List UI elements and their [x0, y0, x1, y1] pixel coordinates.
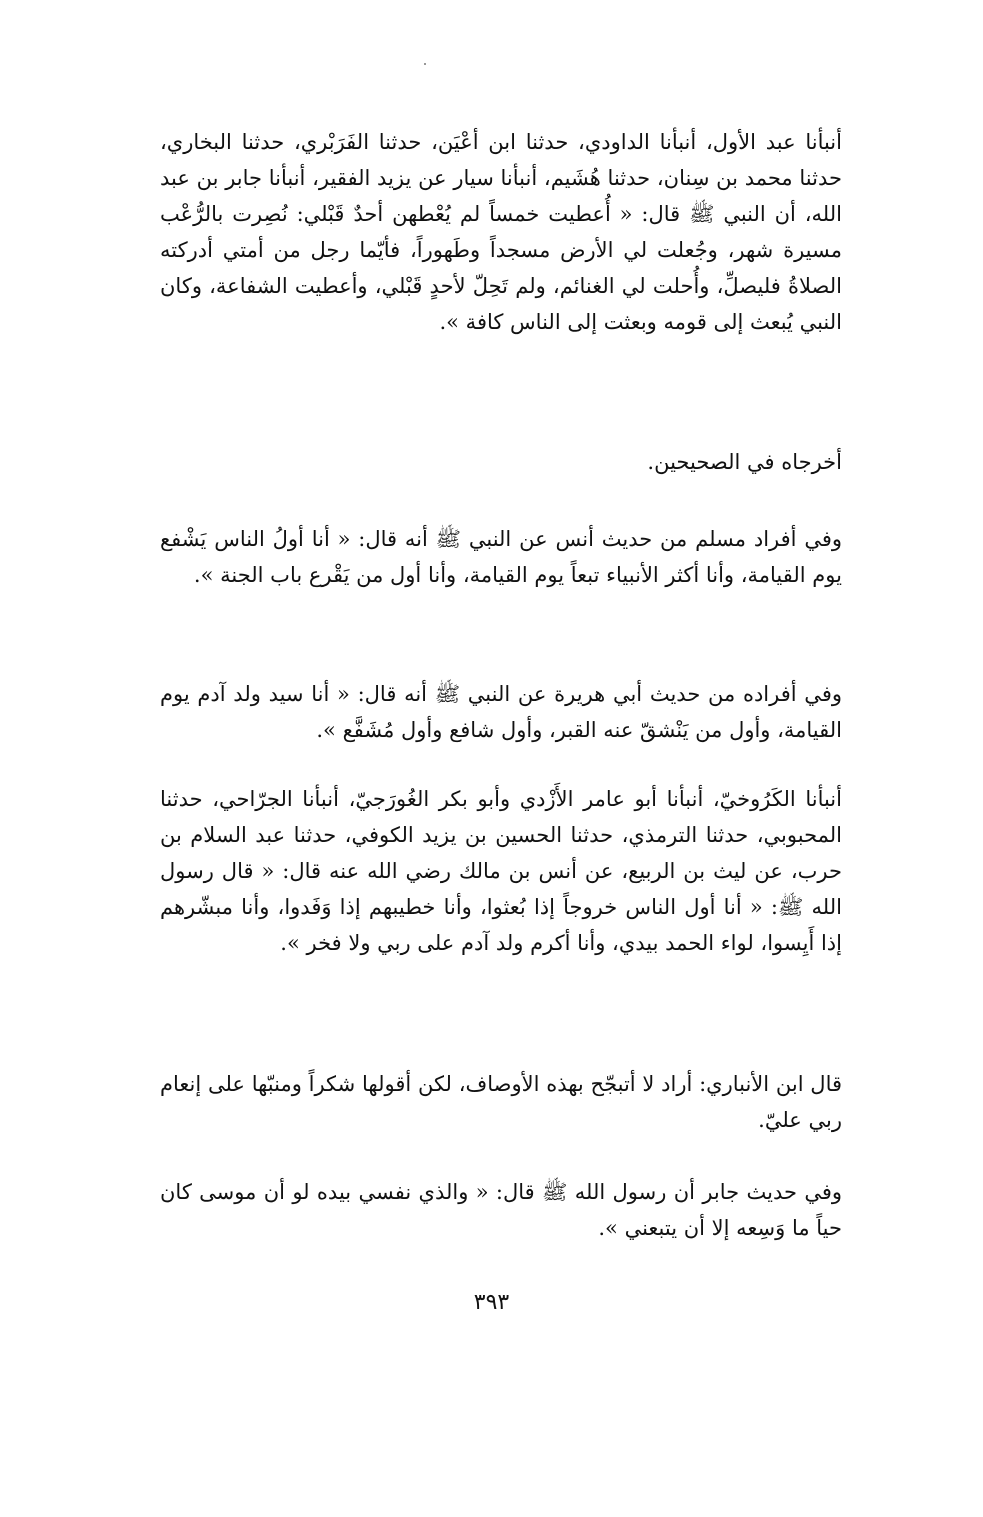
- paragraph-text: وفي أفراد مسلم من حديث أنس عن النبي ﷺ أنه قال: « أنا أولُ الناس يَشْفع يوم القيامة، وأنا أكثر الأنبياء تبعاً يوم القيامة، وأنا أول من يَقْرع باب الجنة ».: [160, 527, 842, 587]
- paragraph-abu-hurayra: [160, 676, 842, 748]
- paragraph-jabir-musa: [160, 1174, 842, 1246]
- paragraph-text: أخرجاه في الصحيحين.: [647, 450, 842, 474]
- paragraph-text: أنبأنا عبد الأول، أنبأنا الداودي، حدثنا ابن أعْيَن، حدثنا الفَرَبْري، حدثنا البخاري، حدثنا محمد بن سِنان، حدثنا هُشَيم، أنبأنا سيار عن يزيد الفقير، أنبأنا جابر بن عبد الله، أن النبي ﷺ قال: « أُعطيت خمساً لم يُعْطهن أحدٌ قَبْلي: نُصِرت بالرُّعْب مسيرة شهر، وجُعلت لي الأرض مسجداً وطَهوراً، فأيّما رجل من أمتي أدركته الصلاةُ فليصلِّ، وأُحلت لي الغنائم، ولم تَحِلّ لأحدٍ قَبْلي، وأعطيت الشفاعة، وكان النبي يُبعث إلى قومه وبعثت إلى الناس كافة ».: [160, 130, 842, 334]
- paragraph-text: أنبأنا الكَرُوخيّ، أنبأنا أبو عامر الأَزْدي وأبو بكر الغُورَجيّ، أنبأنا الجرّاحي، حدثنا المحبوبي، حدثنا الترمذي، حدثنا الحسين بن يزيد الكوفي، حدثنا عبد السلام بن حرب، عن ليث بن الربيع، عن أنس بن مالك رضي الله عنه قال: « قال رسول الله ﷺ: « أنا أول الناس خروجاً إذا بُعثوا، وأنا خطيبهم إذا وَفَدوا، وأنا مبشّرهم إذا أَيِسوا، لواء الحمد بيدي، وأنا أكرم ولد آدم على ربي ولا فخر ».: [160, 787, 842, 955]
- page-number: ٣٩٣: [473, 1290, 510, 1315]
- paragraph-hadith-chain-jabir: [160, 124, 842, 340]
- paragraph-sahihain-note: [160, 444, 842, 480]
- paragraph-muslim-anas: [160, 521, 842, 593]
- scan-mark: [424, 63, 426, 65]
- paragraph-karukhi-chain: [160, 781, 842, 961]
- paragraph-text: قال ابن الأنباري: أراد لا أتبجّح بهذه الأوصاف، لكن أقولها شكراً ومنبّها على إنعام ربي عليّ.: [160, 1072, 842, 1132]
- paragraph-text: وفي أفراده من حديث أبي هريرة عن النبي ﷺ أنه قال: « أنا سيد ولد آدم يوم القيامة، وأول من يَنْشقّ عنه القبر، وأول شافع وأول مُشَفَّع ».: [160, 682, 842, 742]
- paragraph-text: وفي حديث جابر أن رسول الله ﷺ قال: « والذي نفسي بيده لو أن موسى كان حياً ما وَسِعه إلا أن يتبعني ».: [160, 1180, 842, 1240]
- paragraph-ibn-al-anbari: [160, 1066, 842, 1138]
